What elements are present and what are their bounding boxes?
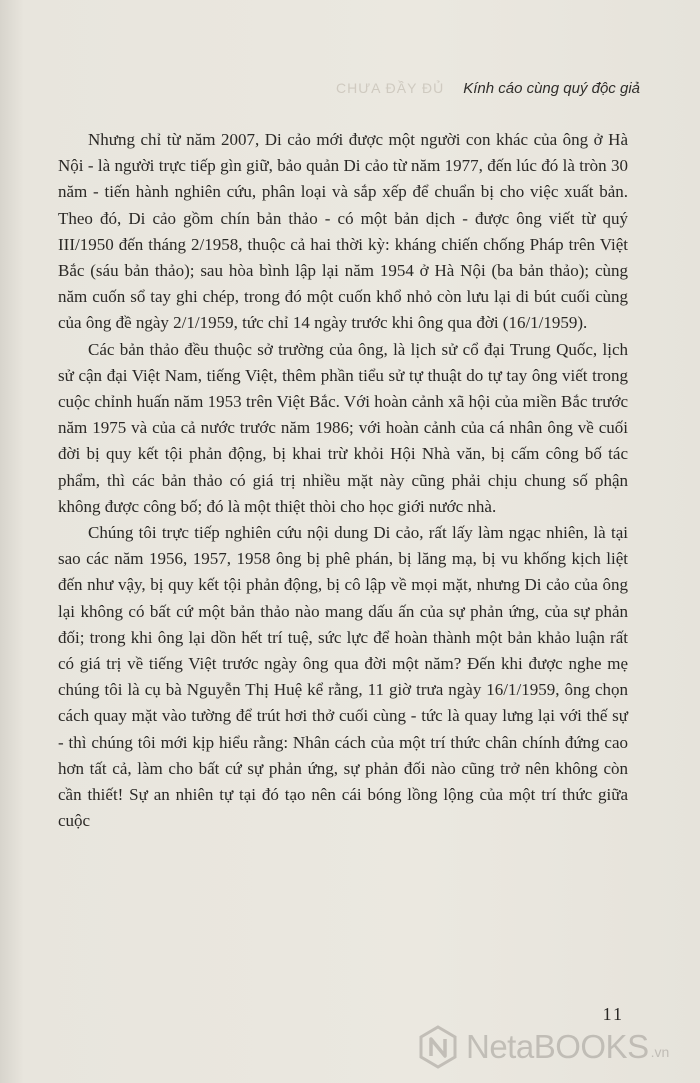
- bleed-through-text: CHƯA ĐẦY ĐỦ: [336, 80, 445, 96]
- running-header-title: Kính cáo cùng quý độc giả: [463, 80, 640, 97]
- watermark-suffix: .vn: [650, 1044, 670, 1060]
- paragraph-2: Các bản thảo đều thuộc sở trường của ông, là lịch sử cổ đại Trung Quốc, lịch sử cận đại Việt Nam, tiếng Việt, thêm phần tiểu sử tự thuật do tự tay ông viết trong cuộc chỉnh huấn năm 1953 trên Việt Bắc. Với hoàn cảnh xã hội của miền Bắc trước năm 1975 và của cả nước trước năm 1986; với hoàn cảnh của cá nhân ông về cuối đời bị quy kết tội phản động, bị khai trừ khỏi Hội Nhà văn, bị cấm công bố tác phẩm, thì các bản thảo có giá trị nhiều mặt này cũng phải chịu chung số phận không được công bố; đó là một thiệt thòi cho học giới nước nhà.: [58, 339, 628, 516]
- watermark-brand: NetaBOOKS: [466, 1028, 649, 1065]
- paragraph-1: Nhưng chỉ từ năm 2007, Di cảo mới được một người con khác của ông ở Hà Nội - là người trực tiếp gìn giữ, bảo quản Di cảo từ năm 1977, đến lúc đó là tròn 30 năm - tiến hành nghiên cứu, phân loại và sắp xếp để chuẩn bị cho việc xuất bản. Theo đó, Di cảo gồm chín bản thảo - có một bản dịch - được ông viết từ quý III/1950 đến tháng 2/1958, thuộc cả hai thời kỳ: kháng chiến chống Pháp trên Việt Bắc (sáu bản thảo); sau hòa bình lập lại năm 1954 ở Hà Nội (ba bản thảo); cùng năm cuốn sổ tay ghi chép, trong đó một cuốn khổ nhỏ còn lưu lại di bút cuối cùng của ông đề ngày 2/1/1959, tức chỉ 14 ngày trước khi ông qua đời (16/1/1959).: [58, 130, 628, 333]
- body-text: [58, 127, 628, 834]
- watermark: [418, 1022, 669, 1072]
- neta-n-hexagon-icon: [418, 1025, 458, 1069]
- page-number: 11: [602, 1004, 624, 1024]
- paragraph-3: Chúng tôi trực tiếp nghiên cứu nội dung Di cảo, rất lấy làm ngạc nhiên, là tại sao các năm 1956, 1957, 1958 ông bị phê phán, bị lăng mạ, bị vu khống kịch liệt đến như vậy, bị quy kết tội phản động, bị cô lập về mọi mặt, nhưng Di cảo của ông lại không có bất cứ một bản thảo nào mang dấu ấn của sự phản ứng, của sự phản đối; trong khi ông lại dồn hết trí tuệ, sức lực để hoàn thành một bản khảo luận rất có giá trị về tiếng Việt trước ngày ông qua đời một năm? Đến khi được nghe mẹ chúng tôi là cụ bà Nguyễn Thị Huệ kể rằng, 11 giờ trưa ngày 16/1/1959, ông chọn cách quay mặt vào tường để trút hơi thở cuối cùng - tức là quay lưng lại với thế sự - thì chúng tôi mới kịp hiểu rằng: Nhân cách của một trí thức chân chính đứng cao hơn tất cả, làm cho bất cứ sự phản ứng, sự phản đối nào cũng trở nên không còn cần thiết! Sự an nhiên tự tại đó tạo nên cái bóng lồng lộng của một trí thức giữa cuộc: [58, 523, 628, 831]
